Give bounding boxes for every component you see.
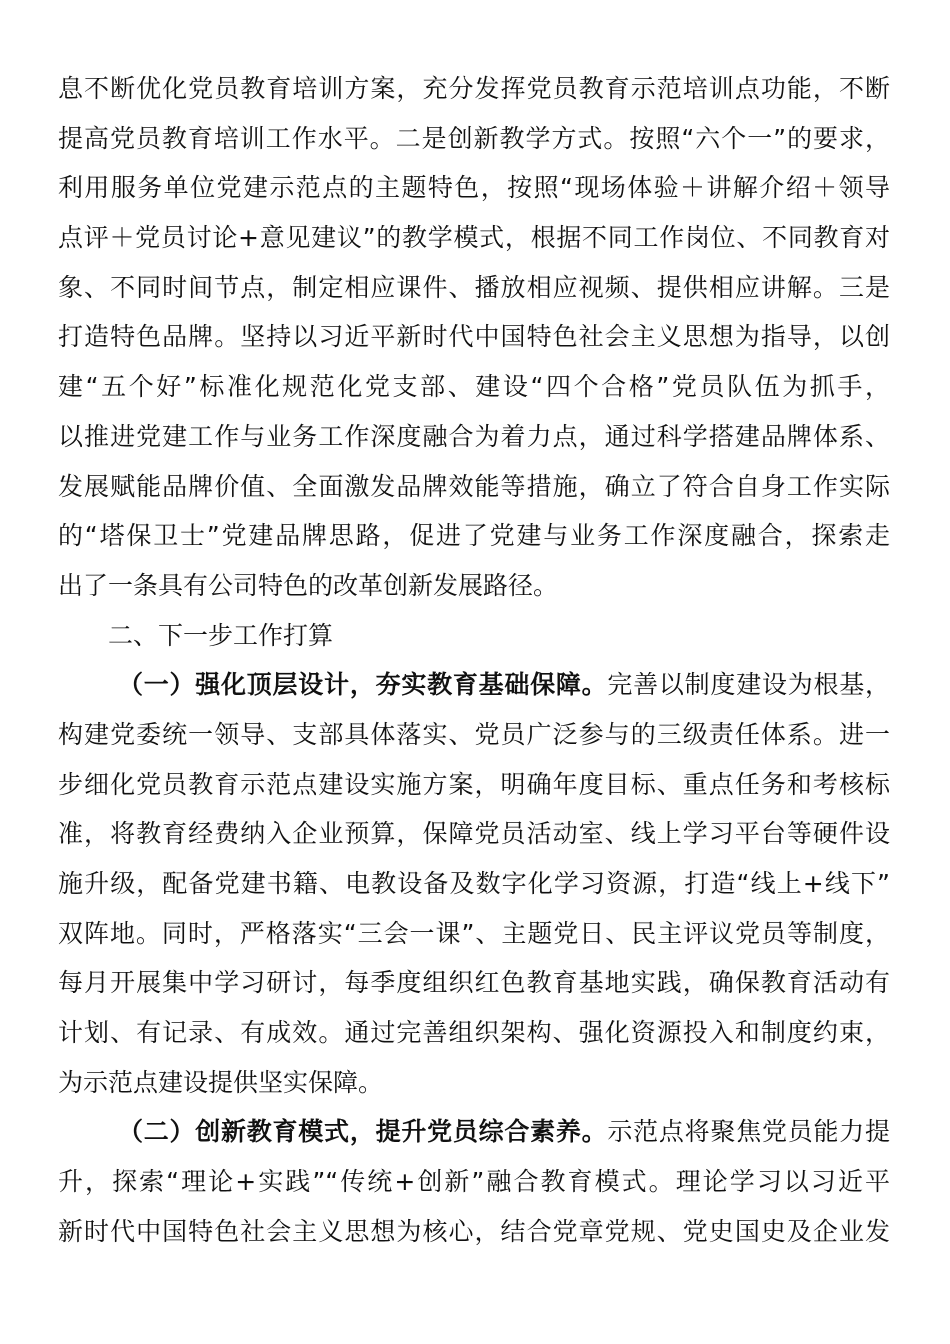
section-heading: 二、下一步工作打算	[108, 620, 334, 650]
document-body	[58, 64, 890, 1257]
part1-heading: （一）强化顶层设计，夯实教育基础保障。	[118, 670, 608, 700]
part1-first-line-text: 完善以制度建设为根基，	[607, 670, 890, 700]
text-line: 建“五个好”标准化规范化党支部、建设“四个合格”党员队伍为抓手，	[58, 372, 890, 402]
text-line: 准，将教育经费纳入企业预算，保障党员活动室、线上学习平台等硬件设	[58, 819, 890, 849]
text-line: 出了一条具有公司特色的改革创新发展路径。	[58, 570, 559, 600]
text-line: 发展赋能品牌价值、全面激发品牌效能等措施，确立了符合自身工作实际	[58, 471, 890, 501]
text-line: 提高党员教育培训工作水平。二是创新教学方式。按照“六个一”的要求，	[58, 123, 890, 153]
text-line: 升，探索“理论+实践”“传统+创新”融合教育模式。理论学习以习近平	[58, 1167, 890, 1197]
text-line: 为示范点建设提供坚实保障。	[58, 1067, 384, 1097]
text-line: 构建党委统一领导、支部具体落实、党员广泛参与的三级责任体系。进一	[58, 719, 890, 749]
text-line: 的“塔保卫士”党建品牌思路，促进了党建与业务工作深度融合，探索走	[58, 521, 890, 551]
text-line: 计划、有记录、有成效。通过完善组织架构、强化资源投入和制度约束，	[58, 1018, 890, 1048]
text-line: 新时代中国特色社会主义思想为核心，结合党章党规、党史国史及企业发	[58, 1216, 890, 1246]
text-line: 象、不同时间节点，制定相应课件、播放相应视频、提供相应讲解。三是	[58, 272, 890, 302]
part2-heading: （二）创新教育模式，提升党员综合素养。	[118, 1117, 608, 1147]
text-line: 步细化党员教育示范点建设实施方案，明确年度目标、重点任务和考核标	[58, 769, 890, 799]
text-line: 双阵地。同时，严格落实“三会一课”、主题党日、民主评议党员等制度，	[58, 918, 890, 948]
text-line: 每月开展集中学习研讨，每季度组织红色教育基地实践，确保教育活动有	[58, 968, 890, 998]
part1-first-line	[58, 660, 890, 710]
text-line: 施升级，配备党建书籍、电教设备及数字化学习资源，打造“线上+线下”	[58, 869, 890, 898]
text-line: 点评＋党员讨论+意见建议”的教学模式，根据不同工作岗位、不同教育对	[58, 223, 890, 253]
text-line: 以推进党建工作与业务工作深度融合为着力点，通过科学搭建品牌体系、	[58, 421, 890, 451]
text-line: 息不断优化党员教育培训方案，充分发挥党员教育示范培训点功能，不断	[58, 74, 890, 103]
text-line: 利用服务单位党建示范点的主题特色，按照“现场体验＋讲解介绍＋领导	[58, 173, 890, 203]
text-line: 打造特色品牌。坚持以习近平新时代中国特色社会主义思想为指导，以创	[58, 322, 890, 352]
part2-first-line-text: 示范点将聚焦党员能力提	[607, 1117, 890, 1147]
part2-first-line	[58, 1107, 890, 1157]
